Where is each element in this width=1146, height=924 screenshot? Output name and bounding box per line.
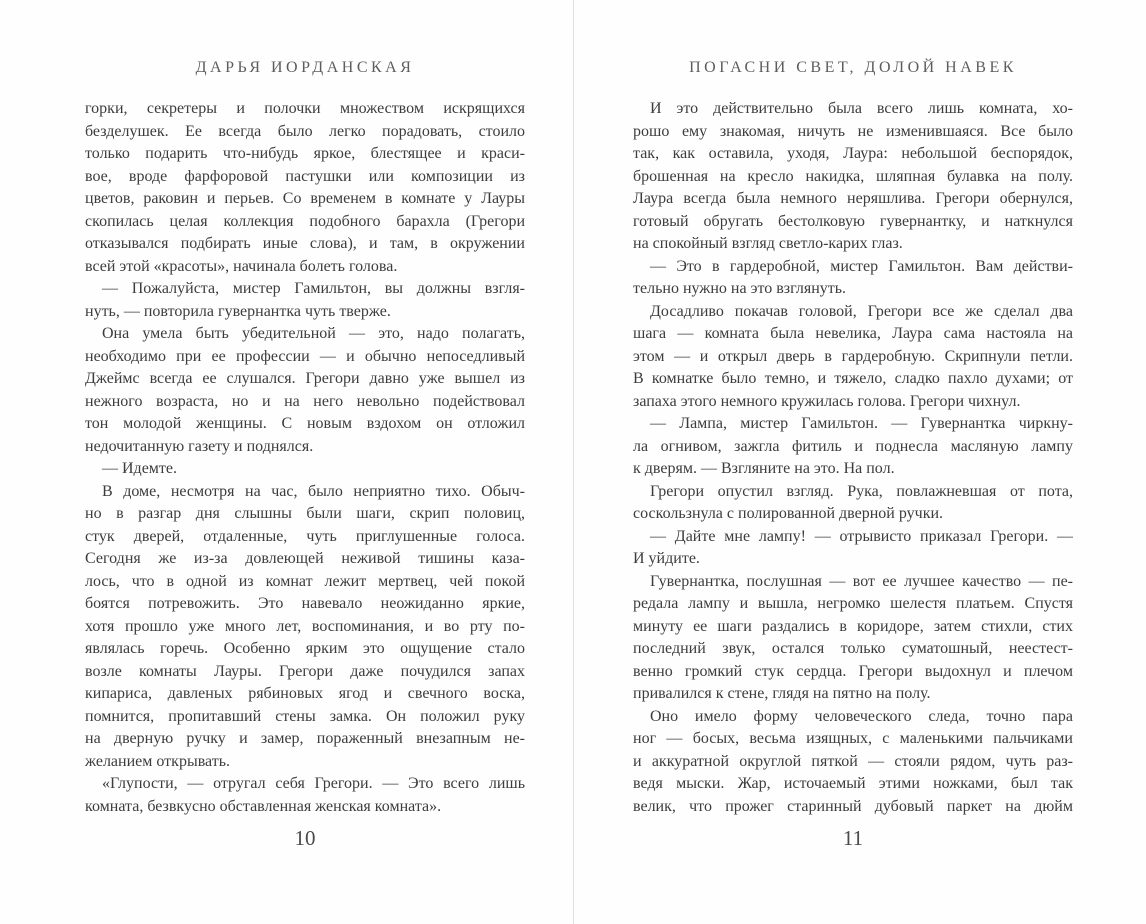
left-page: [85, 0, 525, 924]
text-line: рошо ему знакомая, ничуть не изменившаяся. Все было: [633, 122, 1073, 140]
text-line: И уйдите.: [633, 550, 700, 567]
left-page-text: [85, 98, 525, 818]
text-line: запаха этого немного кружилась голова. Грегори чихнул.: [633, 392, 1021, 410]
text-line: готовый обругать бестолковую гувернантку, и наткнулся: [633, 212, 1073, 230]
text-line: ведя мыски. Жар, источаемый этими ножками, был так: [633, 775, 1073, 792]
text-line: — Лампа, мистер Гамильтон. — Гувернантка чиркну-: [650, 415, 1073, 432]
text-line: недочитанную газету и поднялся.: [85, 437, 314, 455]
text-line: комната, безвкусно обставленная женская комната».: [85, 797, 442, 815]
text-line: Сегодня же из-за довлеющей неживой тишины каза-: [85, 550, 525, 567]
text-line: редала лампу и вышла, негромко шелестя платьем. Спустя: [633, 595, 1073, 612]
text-line: кипариса, давленых рябиновых ягод и свечного воска,: [85, 685, 525, 702]
text-line: но в разгар дня слышны были шаги, скрип половиц,: [85, 505, 525, 522]
right-page: [633, 0, 1073, 924]
text-line: Она умела быть убедительной — это, надо полагать,: [102, 325, 525, 342]
text-line: отказывался подбирать иные слова), и там, в окружении: [85, 235, 525, 252]
text-line: всей этой «красоты», начинала болеть голова.: [85, 257, 398, 275]
text-line: венно громкий стук сердца. Грегори выдохнул и плечом: [633, 662, 1073, 680]
text-line: возле комнаты Лауры. Грегори даже почудился запах: [85, 662, 525, 680]
text-line: И это действительно была всего лишь комната, хо-: [650, 100, 1073, 117]
running-head-author: ДАРЬЯ ИОРДАНСКАЯ: [195, 59, 415, 76]
text-line: на дверную ручку и замер, пораженный внезапным не-: [85, 730, 525, 747]
text-line: цветов, раковин и перьев. Со временем в комнате у Лауры: [85, 190, 525, 207]
text-line: Лаура всегда была немного неряшлива. Грегори обернулся,: [633, 190, 1073, 207]
text-line: вое, вроде фарфоровой пастушки или композиции из: [85, 167, 525, 185]
text-line: привалился к стене, глядя на пятно на полу.: [633, 685, 931, 702]
text-line: минуту ее шаги раздались в коридоре, затем стихли, стих: [633, 617, 1073, 635]
text-line: помнится, пропитавший стены замка. Он положил руку: [85, 707, 525, 725]
text-line: скопилась целая коллекция подобного барахла (Грегори: [85, 212, 525, 230]
page-gutter-divider: [573, 0, 574, 924]
text-line: горки, секретеры и полочки множеством искрящихся: [85, 100, 525, 117]
text-line: тон молодой женщины. С новым вздохом он отложил: [85, 415, 525, 432]
text-line: брошенная на кресло накидка, шляпная булавка на полу.: [633, 167, 1073, 185]
text-line: лось, что в одной из комнат лежит мертвец, чей покой: [85, 572, 525, 590]
text-line: Грегори опустил взгляд. Рука, повлажневшая от пота,: [650, 482, 1073, 500]
text-line: к дверям. — Взгляните на это. На пол.: [633, 460, 895, 477]
text-line: нежного возраста, но и на него невольно подействовал: [85, 392, 525, 410]
text-line: являлась горечь. Особенно ярким это ощущение стало: [85, 640, 525, 657]
text-line: В доме, несмотря на час, было неприятно тихо. Обыч-: [102, 482, 525, 500]
text-line: только подарить что-нибудь яркое, блестящее и краси-: [85, 145, 525, 162]
text-line: соскользнула с полированной дверной ручки.: [633, 505, 944, 522]
text-line: — Дайте мне лампу! — отрывисто приказал Грегори. —: [650, 527, 1073, 545]
text-line: нуть, — повторила гувернантка чуть тверже.: [85, 302, 391, 320]
text-line: этом — и открыл дверь в гардеробную. Скрипнули петли.: [633, 347, 1073, 365]
text-line: необходимо при ее профессии — и обычно непоседливый: [85, 347, 525, 365]
text-line: Джеймс всегда ее слушался. Грегори давно уже вышел из: [85, 370, 525, 387]
text-line: велик, что прожег старинный дубовый паркет на дюйм: [633, 797, 1073, 815]
text-line: желанием открывать.: [85, 752, 231, 770]
text-line: — Это в гардеробной, мистер Гамильтон. Вам действи-: [650, 257, 1073, 275]
text-line: безделушек. Ее всегда было легко порадовать, стоило: [85, 122, 525, 140]
text-line: В комнатке было темно, и тяжело, сладко пахло духами; от: [633, 370, 1073, 387]
text-line: хотя прошло уже много лет, воспоминания, и во рту по-: [85, 617, 525, 635]
text-line: Досадливо покачав головой, Грегори все же сделал два: [650, 302, 1073, 320]
text-line: ла огнивом, зажгла фитиль и поднесла масляную лампу: [633, 437, 1073, 455]
text-line: шага — комната была невелика, Лаура сама настояла на: [633, 325, 1073, 342]
text-line: «Глупости, — отругал себя Грегори. — Это всего лишь: [102, 775, 525, 792]
text-line: последний звук, остался только суматошный, неестест-: [633, 640, 1073, 657]
text-line: Оно имело форму человеческого следа, точно пара: [650, 707, 1073, 725]
text-line: тельно нужно на это взглянуть.: [633, 280, 847, 297]
text-line: на спокойный взгляд светло-карих глаз.: [633, 235, 903, 252]
text-line: стук дверей, отдаленные, чуть приглушенные голоса.: [85, 527, 525, 545]
right-page-text: [633, 98, 1073, 818]
text-line: Гувернантка, послушная — вот ее лучшее качество — пе-: [650, 572, 1073, 590]
text-line: боятся потревожить. Это навевало неожиданно яркие,: [85, 595, 525, 612]
text-line: — Пожалуйста, мистер Гамильтон, вы должны взгля-: [102, 280, 525, 297]
text-line: и аккуратной округлой пяткой — стояли рядом, чуть раз-: [633, 752, 1073, 770]
running-head-title: ПОГАСНИ СВЕТ, ДОЛОЙ НАВЕК: [689, 59, 1017, 76]
text-line: так, как оставила, уходя, Лаура: небольшой беспорядок,: [633, 145, 1073, 162]
page-number-right: 11: [842, 826, 864, 850]
text-line: — Идемте.: [102, 460, 178, 477]
text-line: ног — босых, весьма изящных, с маленькими пальчиками: [633, 730, 1073, 747]
page-number-left: 10: [294, 826, 316, 850]
